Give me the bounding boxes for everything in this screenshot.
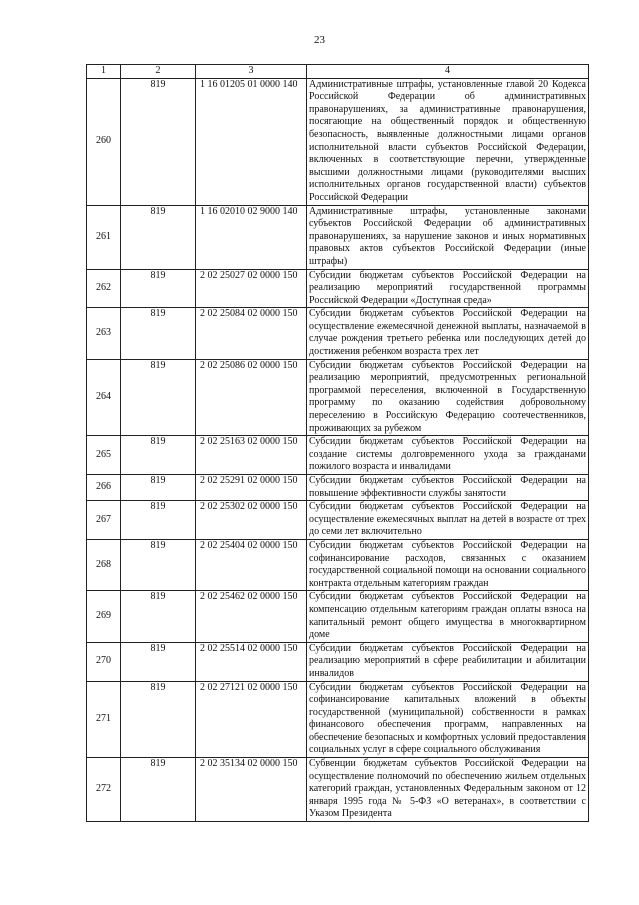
row-number-cell: 260 — [87, 78, 121, 205]
row-number-cell: 269 — [87, 591, 121, 642]
admin-code-cell: 819 — [121, 308, 196, 359]
description-cell: Субсидии бюджетам субъектов Российской Федерации на софинансирование расходов, связанных с оказанием государственной социальной помощи на основании социального контракта отдельным категориям граждан — [307, 539, 589, 590]
row-number-cell: 268 — [87, 539, 121, 590]
row-number-cell: 262 — [87, 269, 121, 308]
admin-code-cell: 819 — [121, 681, 196, 758]
budget-code-cell: 2 02 35134 02 0000 150 — [196, 758, 307, 822]
page-number: 23 — [314, 34, 325, 46]
table-row — [87, 758, 589, 822]
admin-code-cell: 819 — [121, 269, 196, 308]
row-number-cell: 263 — [87, 308, 121, 359]
column-header: 3 — [196, 65, 307, 79]
row-number-cell: 261 — [87, 205, 121, 269]
admin-code-cell: 819 — [121, 205, 196, 269]
description-cell: Субсидии бюджетам субъектов Российской Федерации на повышение эффективности службы занятости — [307, 475, 589, 501]
budget-code-cell: 2 02 25302 02 0000 150 — [196, 501, 307, 540]
row-number-cell: 264 — [87, 359, 121, 436]
table-row — [87, 591, 589, 642]
budget-code-cell: 2 02 25291 02 0000 150 — [196, 475, 307, 501]
budget-code-cell: 2 02 25163 02 0000 150 — [196, 436, 307, 475]
description-cell: Субсидии бюджетам субъектов Российской Федерации на реализацию мероприятий, предусмотренных региональной программой переселения, включенной в Государственную программу по оказанию содействия добровольному переселению в Российскую Федерацию соотечественников, проживающих за рубежом — [307, 359, 589, 436]
description-cell: Административные штрафы, установленные главой 20 Кодекса Российской Федерации об административных правонарушениях, за административные правонарушения, посягающие на общественный порядок и общественную безопасность, выявленные должностными лицами органов исполнительной власти субъектов Российской Федерации, включенных в соответствующие перечни, утвержденные высшими должностными лицами (руководителями высших исполнительных органов государственной власти) субъектов Российской Федерации — [307, 78, 589, 205]
budget-code-cell: 1 16 01205 01 0000 140 — [196, 78, 307, 205]
description-cell: Субвенции бюджетам субъектов Российской Федерации на осуществление полномочий по обеспечению жильем отдельных категорий граждан, установленных Федеральным законом от 12 января 1995 года № 5-ФЗ «О ветеранах», в соответствии с Указом Президента — [307, 758, 589, 822]
row-number-cell: 272 — [87, 758, 121, 822]
admin-code-cell: 819 — [121, 359, 196, 436]
description-cell: Субсидии бюджетам субъектов Российской Федерации на создание системы долговременного ухода за гражданами пожилого возраста и инвалидами — [307, 436, 589, 475]
budget-codes-table — [86, 64, 589, 822]
table-row — [87, 359, 589, 436]
table-row — [87, 501, 589, 540]
column-header: 2 — [121, 65, 196, 79]
budget-code-cell: 2 02 25086 02 0000 150 — [196, 359, 307, 436]
description-cell: Субсидии бюджетам субъектов Российской Федерации на осуществление ежемесячной денежной выплаты, назначаемой в случае рождения третьего ребенка или последующих детей до достижения ребенком возраста трех лет — [307, 308, 589, 359]
admin-code-cell: 819 — [121, 475, 196, 501]
description-cell: Субсидии бюджетам субъектов Российской Федерации на компенсацию отдельным категориям граждан оплаты взноса на капитальный ремонт общего имущества в многоквартирном доме — [307, 591, 589, 642]
admin-code-cell: 819 — [121, 539, 196, 590]
admin-code-cell: 819 — [121, 591, 196, 642]
budget-code-cell: 2 02 25404 02 0000 150 — [196, 539, 307, 590]
description-cell: Административные штрафы, установленные законами субъектов Российской Федерации об административных правонарушениях, за нарушение законов и иных нормативных правовых актов субъектов Российской Федерации (иные штрафы) — [307, 205, 589, 269]
table-row — [87, 642, 589, 681]
table-row — [87, 205, 589, 269]
row-number-cell: 267 — [87, 501, 121, 540]
admin-code-cell: 819 — [121, 642, 196, 681]
row-number-cell: 270 — [87, 642, 121, 681]
table-row — [87, 475, 589, 501]
admin-code-cell: 819 — [121, 758, 196, 822]
table-header-row — [87, 65, 589, 79]
admin-code-cell: 819 — [121, 436, 196, 475]
admin-code-cell: 819 — [121, 501, 196, 540]
budget-code-cell: 2 02 25027 02 0000 150 — [196, 269, 307, 308]
description-cell: Субсидии бюджетам субъектов Российской Федерации на реализацию мероприятий в сфере реабилитации и абилитации инвалидов — [307, 642, 589, 681]
budget-code-cell: 2 02 25084 02 0000 150 — [196, 308, 307, 359]
description-cell: Субсидии бюджетам субъектов Российской Федерации на реализацию мероприятий государственной программы Российской Федерации «Доступная среда» — [307, 269, 589, 308]
table-row — [87, 269, 589, 308]
table-row — [87, 436, 589, 475]
description-cell: Субсидии бюджетам субъектов Российской Федерации на софинансирование капитальных вложений в объекты государственной (муниципальной) собственности в рамках финансового обеспечения программ, направленных на обеспечение безопасных и комфортных условий предоставления социальных услуг в сфере социального обслуживания — [307, 681, 589, 758]
table-row — [87, 681, 589, 758]
table-row — [87, 78, 589, 205]
budget-code-cell: 1 16 02010 02 9000 140 — [196, 205, 307, 269]
admin-code-cell: 819 — [121, 78, 196, 205]
row-number-cell: 265 — [87, 436, 121, 475]
row-number-cell: 271 — [87, 681, 121, 758]
description-cell: Субсидии бюджетам субъектов Российской Федерации на осуществление ежемесячных выплат на детей в возрасте от трех до семи лет включительно — [307, 501, 589, 540]
budget-code-cell: 2 02 25514 02 0000 150 — [196, 642, 307, 681]
budget-code-cell: 2 02 27121 02 0000 150 — [196, 681, 307, 758]
column-header: 1 — [87, 65, 121, 79]
row-number-cell: 266 — [87, 475, 121, 501]
table-row — [87, 308, 589, 359]
budget-code-cell: 2 02 25462 02 0000 150 — [196, 591, 307, 642]
column-header: 4 — [307, 65, 589, 79]
table-row — [87, 539, 589, 590]
